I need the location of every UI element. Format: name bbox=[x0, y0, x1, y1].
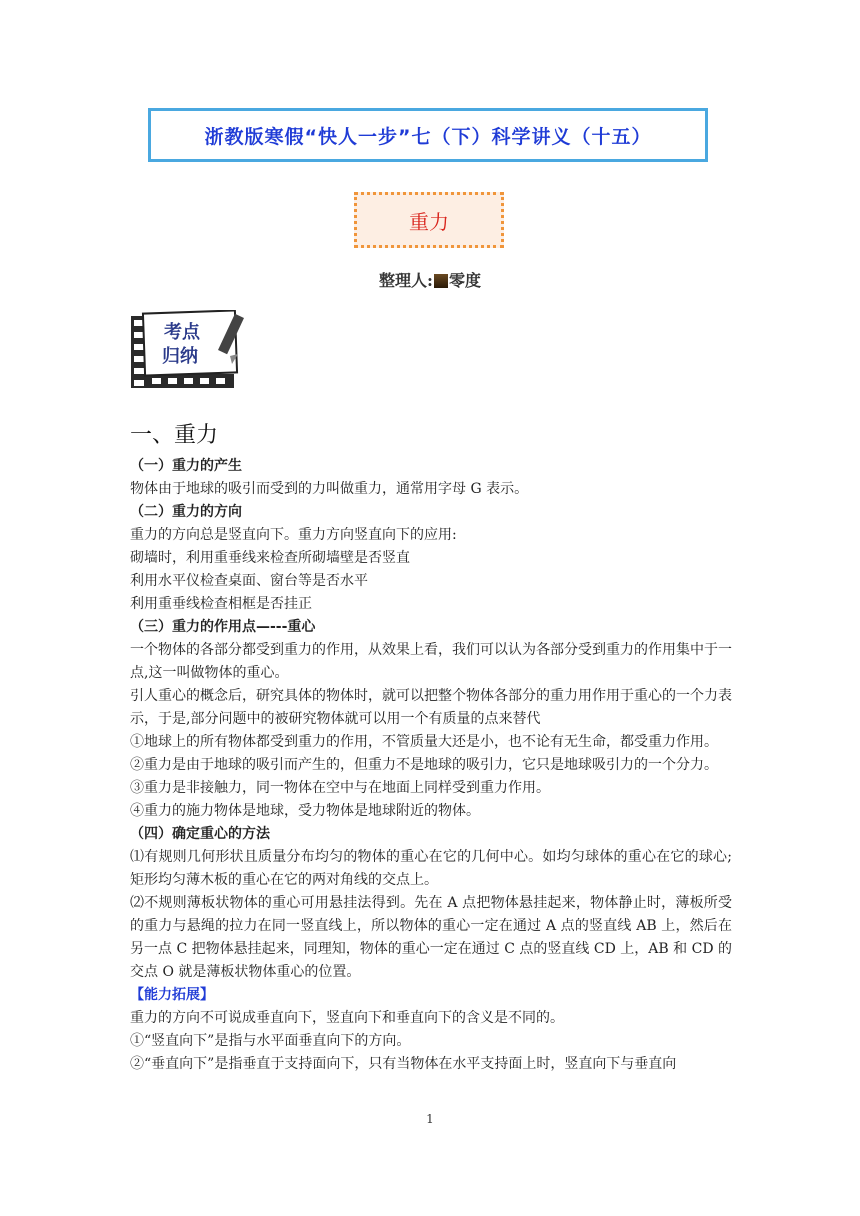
body-paragraph: 一个物体的各部分都受到重力的作用，从效果上看，我们可以认为各部分受到重力的作用集中于一点,这一叫做物体的重心。 bbox=[130, 642, 732, 681]
body-paragraph: ①地球上的所有物体都受到重力的作用，不管质量大还是小，也不论有无生命，都受重力作用。 bbox=[130, 734, 718, 750]
body-paragraph: 利用水平仪检查桌面、窗台等是否水平 bbox=[130, 573, 368, 589]
subsection-heading: （一）重力的产生 bbox=[130, 458, 242, 474]
subsection-heading: （四）确定重心的方法 bbox=[130, 826, 270, 842]
topic-label: 重力 bbox=[409, 209, 449, 234]
body-paragraph: ②“垂直向下”是指垂直于支持面向下，只有当物体在水平支持面上时，竖直向下与垂直向 bbox=[130, 1056, 677, 1072]
body-paragraph: ⑴有规则几何形状且质量分布均匀的物体的重心在它的几何中心。如均匀球体的重心在它的球心;矩形均匀薄木板的重心在它的两对角线的交点上。 bbox=[130, 849, 732, 888]
topic-box bbox=[354, 192, 504, 248]
author-line bbox=[0, 268, 860, 291]
body-paragraph: ④重力的施力物体是地球，受力物体是地球附近的物体。 bbox=[130, 803, 480, 819]
badge-line2: 归纳 bbox=[162, 346, 198, 367]
body-paragraph: ③重力是非接触力，同一物体在空中与在地面上同样受到重力作用。 bbox=[130, 780, 550, 796]
body-paragraph: ⑵不规则薄板状物体的重心可用悬挂法得到。先在 A 点把物体悬挂起来，物体静止时，薄板所受的重力与悬绳的拉力在同一竖直线上，所以物体的重心一定在通过 A 点的竖直线 AB 上，然后在另一点 C 把物体悬挂起来，同理知，物体的重心一定在通过 C 点的竖直线 CD 上，AB 和 CD 的交点 O 就是薄板状物体重心的位置。 bbox=[130, 895, 732, 980]
title-box bbox=[148, 108, 708, 162]
body-paragraph: 砌墙时，利用重垂线来检查所砌墙壁是否竖直 bbox=[130, 550, 410, 566]
document-title: 浙教版寒假“快人一步”七（下）科学讲义（十五） bbox=[204, 125, 652, 148]
body-paragraph: 重力的方向总是竖直向下。重力方向竖直向下的应用: bbox=[130, 527, 457, 543]
body-paragraph: 引人重心的概念后，研究具体的物体时，就可以把整个物体各部分的重力用作用于重心的一个力表示，于是,部分问题中的被研究物体就可以用一个有质量的点来替代 bbox=[130, 688, 732, 727]
subsection-heading: （三）重力的作用点—---重心 bbox=[130, 619, 316, 635]
section-heading: 一、重力 bbox=[130, 423, 219, 448]
key-points-badge-icon bbox=[130, 310, 248, 390]
badge-line1: 考点 bbox=[164, 322, 200, 343]
body-paragraph: ②重力是由于地球的吸引而产生的，但重力不是地球的吸引力，它只是地球吸引力的一个分力。 bbox=[130, 757, 718, 773]
document-body bbox=[130, 455, 732, 1076]
extension-heading: 【能力拓展】 bbox=[130, 987, 214, 1003]
author-logo-icon bbox=[434, 274, 448, 288]
body-paragraph: 物体由于地球的吸引而受到的力叫做重力，通常用字母 G 表示。 bbox=[130, 481, 529, 497]
subsection-heading: （二）重力的方向 bbox=[130, 504, 242, 520]
body-paragraph: 利用重垂线检查相框是否挂正 bbox=[130, 596, 312, 612]
body-paragraph: 重力的方向不可说成垂直向下，竖直向下和垂直向下的含义是不同的。 bbox=[130, 1010, 564, 1026]
author-name: 零度 bbox=[448, 271, 481, 290]
author-prefix: 整理人: bbox=[379, 271, 433, 290]
page-number: 1 bbox=[426, 1112, 434, 1126]
body-paragraph: ①“竖直向下”是指与水平面垂直向下的方向。 bbox=[130, 1033, 411, 1049]
